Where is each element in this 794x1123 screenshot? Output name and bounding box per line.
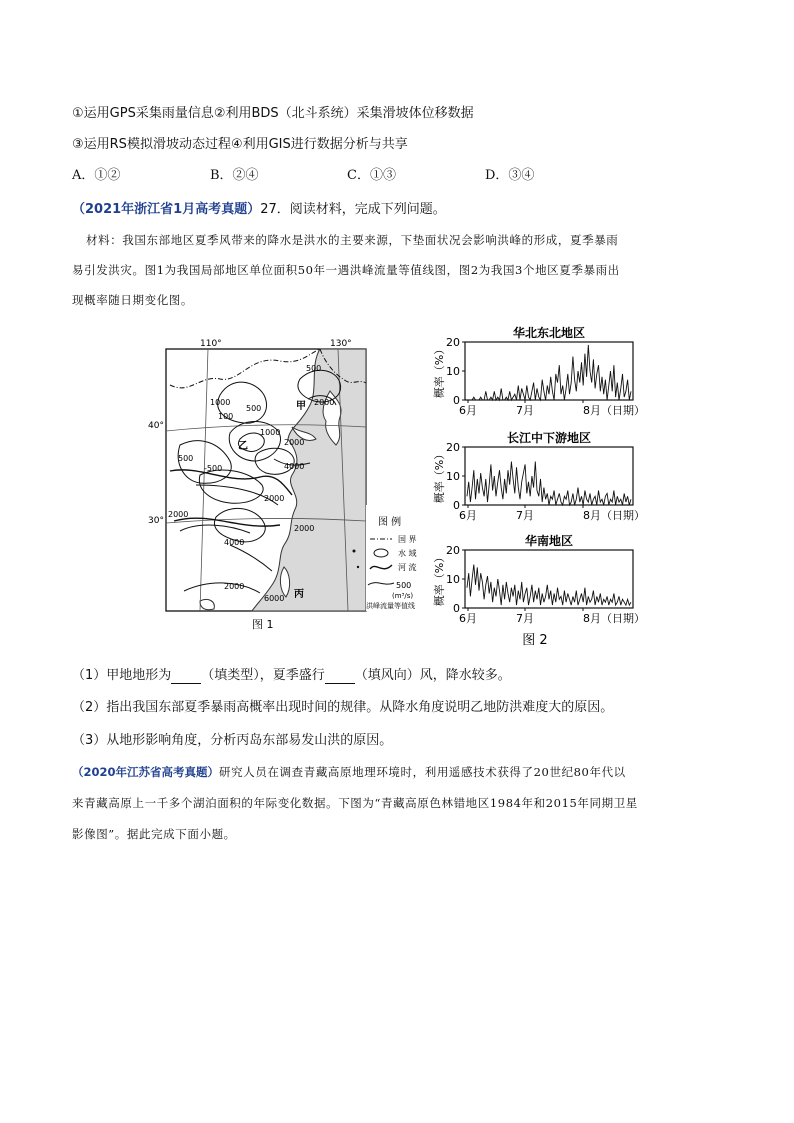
y-tick-label: 10 <box>446 573 460 586</box>
answer-blank-2[interactable] <box>325 668 355 684</box>
iso-label: 500 <box>306 364 322 373</box>
figure-2-caption: 图 2 <box>522 633 548 648</box>
question-intro: 27．阅读材料，完成下列问题。 <box>260 202 446 217</box>
question-1-part-a: （1）甲地地形为 <box>72 668 172 683</box>
chart-title: 华北东北地区 <box>512 326 586 340</box>
series-line <box>467 345 631 400</box>
iso-label: 1000 <box>260 428 281 437</box>
place-bing: 丙 <box>294 589 304 600</box>
next-question-line-1 <box>72 758 732 786</box>
iso-label: 2000 <box>224 582 245 591</box>
iso-label: 6000 <box>264 594 285 603</box>
material-line-3: 现概率随日期变化图。 <box>72 293 193 307</box>
iso-label: 100 <box>218 412 234 421</box>
option-c[interactable]: C．①③ <box>347 168 396 183</box>
x-tick-label: 8月（日期） <box>583 612 645 625</box>
legend-border-label: 国 界 <box>398 535 417 544</box>
question-1 <box>72 664 511 684</box>
answer-blank-1[interactable] <box>171 668 201 684</box>
x-tick-label: 7月 <box>516 612 534 625</box>
iso-label: 500 <box>246 404 262 413</box>
x-tick-label: 7月 <box>516 404 534 417</box>
iso-label: 4000 <box>284 462 305 471</box>
y-tick-label: 20 <box>446 336 460 349</box>
statement-line-1: ①运用GPS采集雨量信息②利用BDS（北斗系统）采集滑坡体位移数据 <box>72 106 474 121</box>
legend-title: 图 例 <box>378 517 402 528</box>
figure-1-map <box>148 335 430 635</box>
next-question-text-1: 研究人员在调查青藏高原地理环境时，利用遥感技术获得了20世纪80年代以 <box>219 765 626 779</box>
chart-title: 华南地区 <box>524 534 574 548</box>
question-2: （2）指出我国东部夏季暴雨高概率出现时间的规律。从降水角度说明乙地防洪难度大的原因。 <box>72 700 614 715</box>
question-1-part-b: （填类型），夏季盛行 <box>201 668 325 683</box>
question-27-header <box>72 198 446 217</box>
question-source: （2021年浙江省1月高考真题） <box>72 202 261 217</box>
option-b[interactable]: B．②④ <box>210 168 259 183</box>
iso-label: 2000 <box>314 398 335 407</box>
material-line-1: 材料：我国东部地区夏季风带来的降水是洪水的主要来源，下垫面状况会影响洪峰的形成，夏季暴雨 <box>86 233 619 247</box>
figure-2-charts <box>425 322 650 647</box>
y-axis-label: 概率（%） <box>433 448 446 504</box>
next-question-line-2: 来青藏高原上一千多个湖泊面积的年际变化数据。下图为“青藏高原色林错地区1984年和2015年同期卫星 <box>72 796 638 810</box>
x-tick-label: 6月 <box>459 404 477 417</box>
option-d[interactable]: D．③④ <box>485 168 535 183</box>
y-tick-label: 10 <box>446 470 460 483</box>
iso-label: -500 <box>204 464 223 473</box>
iso-label: 2000 <box>284 438 305 447</box>
figure-1-caption: 图 1 <box>252 618 274 631</box>
y-tick-label: 0 <box>453 499 460 512</box>
statement-line-2: ③运用RS模拟滑坡动态过程④利用GIS进行数据分析与共享 <box>72 137 408 152</box>
iso-label: 2000 <box>168 510 189 519</box>
y-tick-label: 20 <box>446 441 460 454</box>
x-tick-label: 6月 <box>459 509 477 522</box>
chart-title: 长江中下游地区 <box>506 431 592 445</box>
legend-water-label: 水 域 <box>398 549 417 558</box>
legend-iso-label: 洪峰流量等值线 <box>366 602 415 610</box>
question-1-part-c: （填风向）风，降水较多。 <box>354 668 511 683</box>
x-tick-label: 8月（日期） <box>583 404 645 417</box>
y-axis-label: 概率（%） <box>433 343 446 399</box>
lon-label-110: 110° <box>200 339 222 349</box>
next-question-line-3: 影像图”。据此完成下面小题。 <box>72 827 236 841</box>
series-line <box>467 462 631 506</box>
x-tick-label: 6月 <box>459 612 477 625</box>
legend-river-label: 河 流 <box>398 563 417 572</box>
y-tick-label: 20 <box>446 544 460 557</box>
y-tick-label: 0 <box>453 394 460 407</box>
option-a[interactable]: A．①② <box>72 168 121 183</box>
series-line <box>467 565 631 606</box>
next-question-source: （2020年江苏省高考真题） <box>72 765 220 779</box>
iso-label: 4000 <box>224 538 245 547</box>
iso-label: 1000 <box>210 398 231 407</box>
y-axis-label: 概率（%） <box>433 551 446 607</box>
legend-iso-unit: (m³/s) <box>392 592 414 600</box>
y-tick-label: 10 <box>446 365 460 378</box>
question-3: （3）从地形影响角度，分析丙岛东部易发山洪的原因。 <box>72 733 393 748</box>
x-tick-label: 8月（日期） <box>583 509 645 522</box>
lat-label-30: 30° <box>148 516 164 526</box>
lon-label-130: 130° <box>330 339 352 349</box>
iso-label: 2000 <box>294 524 315 533</box>
x-tick-label: 7月 <box>516 509 534 522</box>
iso-label: 2000 <box>264 494 285 503</box>
material-line-2: 易引发洪灾。图1为我国局部地区单位面积50年一遇洪峰流量等值线图，图2为我国3个地区夏季暴雨出 <box>72 263 620 277</box>
place-jia: 甲 <box>296 401 306 412</box>
iso-label: 500 <box>178 454 194 463</box>
lat-label-40: 40° <box>148 421 164 431</box>
y-tick-label: 0 <box>453 602 460 615</box>
legend-iso-value: 500 <box>396 581 412 590</box>
place-yi: 乙 <box>238 441 248 452</box>
